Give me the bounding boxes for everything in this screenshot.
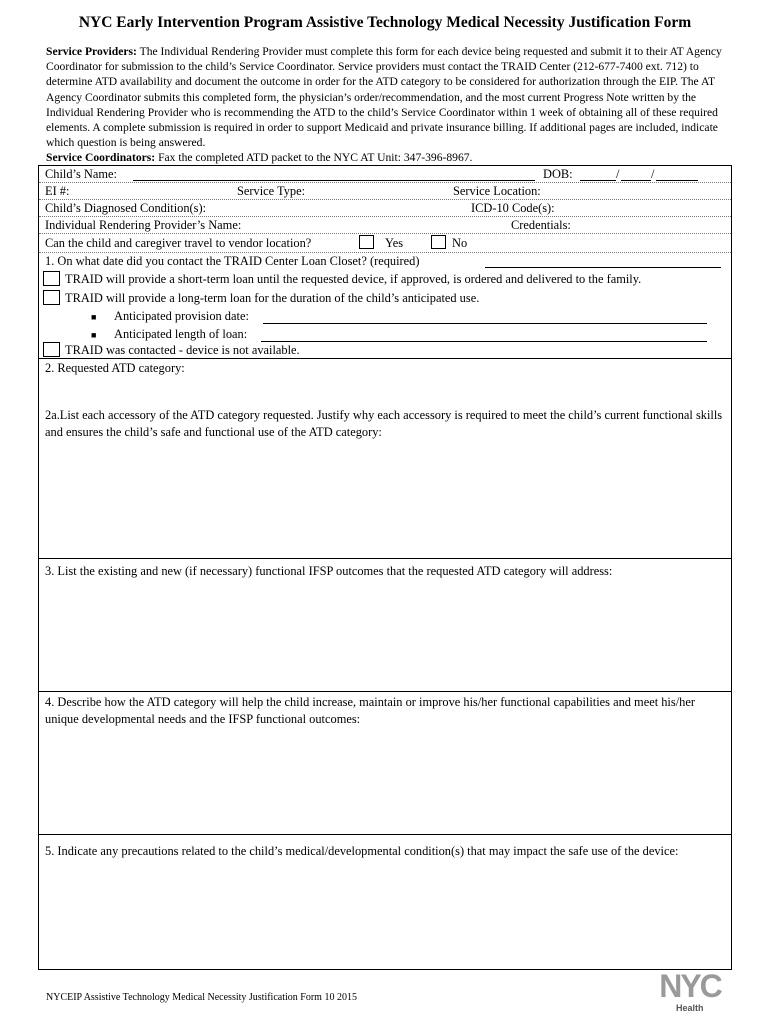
question-5-section[interactable]: [39, 835, 731, 969]
travel-yes-checkbox[interactable]: [359, 235, 374, 249]
question-2-section[interactable]: [39, 359, 731, 559]
loan-length-field[interactable]: [261, 327, 707, 342]
service-coordinators-paragraph: [46, 150, 736, 165]
row-provider: [39, 217, 731, 234]
nyc-logo-icon: [648, 967, 732, 1015]
question-1-label: 1. On what date did you contact the TRAID Center Loan Closet? (required): [45, 254, 420, 268]
logo-subtitle: Health: [676, 1003, 704, 1013]
long-term-loan-checkbox[interactable]: [43, 290, 60, 305]
dob-label: DOB:: [543, 167, 573, 181]
service-coordinators-text: Fax the completed ATD packet to the NYC AT Unit: 347-396-8967.: [158, 151, 473, 165]
page-title: NYC Early Intervention Program Assistive Technology Medical Necessity Justification Form: [78, 14, 692, 31]
travel-no-label: No: [452, 236, 468, 250]
row-diagnosis: [39, 200, 731, 217]
row-travel: [39, 234, 731, 253]
service-providers-text: The Individual Rendering Provider must complete this form for each device being requested and submit it to their AT Agency Coordinator for submission to the child’s Service Coordinator. Service providers must contact the TRAID Center (212-677-7400 ext. 712) to determine ATD availability and document the outcome in order for the ATD category to be considered for authorization through the EIP. The AT Agency Coordinator submits this completed form, the physician’s order/recommendation, and the most current Progress Note written by the Individual Rendering Provider who is recommending the ATD to the child’s Service Coordinator within 1 week of obtaining all of these required elements. A complete submission is required in order to support Medicaid and private insurance billing. If additional pages are included, indicate which question is being answered.: [46, 45, 722, 150]
bullet-icon: ■: [91, 312, 97, 322]
question-1-section: [39, 253, 731, 359]
question-4-label: 4. Describe how the ATD category will help the child increase, maintain or improve his/her functional capabilities and meet his/her unique developmental needs and the IFSP functional outcomes:: [45, 695, 695, 726]
icd10-label: ICD-10 Code(s):: [471, 201, 555, 215]
question-4-section[interactable]: [39, 692, 731, 835]
question-2a-label: 2a.List each accessory of the ATD category requested. Justify why each accessory is required to meet the child’s current functional skills and ensures the child’s safe and functional use of the ATD category:: [45, 408, 723, 439]
row-ei-number: [39, 183, 731, 200]
travel-question-label: Can the child and caregiver travel to vendor location?: [45, 236, 312, 250]
short-term-loan-label: TRAID will provide a short-term loan until the requested device, if approved, is ordered and delivered to the family.: [65, 272, 642, 286]
dob-month-field[interactable]: [580, 167, 616, 181]
short-term-loan-checkbox[interactable]: [43, 271, 60, 286]
dob-year-field[interactable]: [656, 167, 698, 181]
form-footer: NYCEIP Assistive Technology Medical Necessity Justification Form 10 2015: [46, 992, 357, 1003]
device-unavailable-checkbox[interactable]: [43, 342, 60, 357]
service-providers-label: Service Providers:: [46, 45, 137, 58]
loan-length-label: Anticipated length of loan:: [114, 327, 248, 341]
row-child-name: [39, 166, 731, 183]
traid-contact-date-field[interactable]: [485, 253, 721, 268]
question-3-section[interactable]: [39, 559, 731, 692]
ei-number-label: EI #:: [45, 184, 70, 198]
service-type-label: Service Type:: [237, 184, 306, 198]
question-2-label: 2. Requested ATD category:: [45, 361, 185, 375]
form-table: [38, 165, 732, 970]
provision-date-field[interactable]: [263, 309, 707, 324]
travel-no-checkbox[interactable]: [431, 235, 446, 249]
provision-date-label: Anticipated provision date:: [114, 309, 249, 323]
dob-separator: /: [651, 167, 655, 181]
nyc-health-logo: [648, 967, 732, 1015]
device-unavailable-label: TRAID was contacted - device is not available.: [65, 343, 300, 357]
childs-name-field[interactable]: [133, 167, 535, 181]
dob-separator: /: [616, 167, 620, 181]
service-providers-paragraph: [46, 44, 736, 150]
bullet-icon: ■: [91, 330, 97, 340]
logo-wordmark: NYC: [659, 968, 721, 1004]
childs-name-label: Child’s Name:: [45, 167, 117, 181]
travel-yes-label: Yes: [385, 236, 404, 250]
service-location-label: Service Location:: [453, 184, 541, 198]
question-3-label: 3. List the existing and new (if necessary) functional IFSP outcomes that the requested ATD category will address:: [45, 564, 613, 578]
credentials-label: Credentials:: [511, 218, 571, 232]
dob-day-field[interactable]: [621, 167, 651, 181]
provider-name-label: Individual Rendering Provider’s Name:: [45, 218, 242, 232]
question-5-label: 5. Indicate any precautions related to the child’s medical/developmental condition(s) that may impact the safe use of the device:: [45, 844, 679, 858]
instructions: [46, 44, 736, 166]
service-coordinators-label: Service Coordinators:: [46, 151, 156, 165]
long-term-loan-label: TRAID will provide a long-term loan for the duration of the child’s anticipated use.: [65, 291, 480, 305]
diagnosed-condition-label: Child’s Diagnosed Condition(s):: [45, 201, 207, 215]
